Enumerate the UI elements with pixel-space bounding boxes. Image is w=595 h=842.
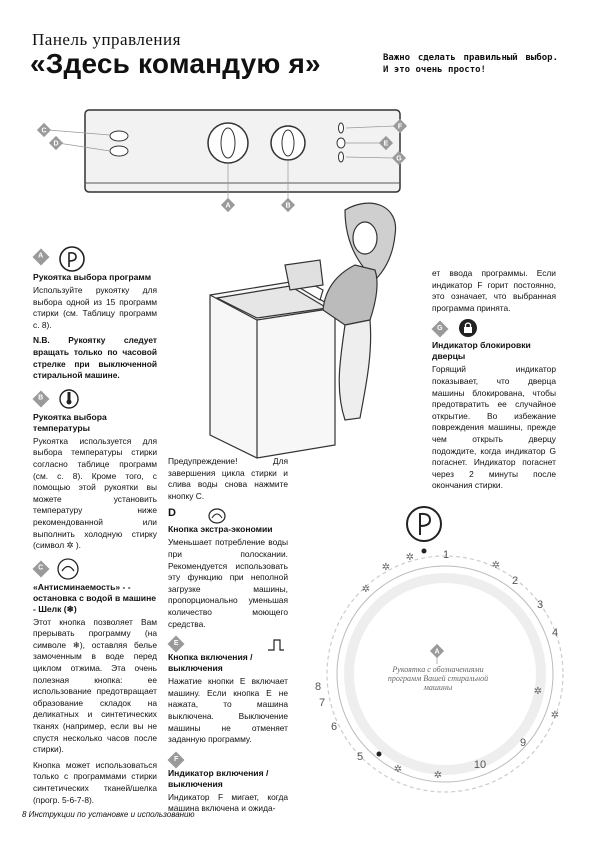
panel-label-f: F [397, 123, 403, 131]
section-c-text: Этот кнопка позволяет Вам прерывать программу (на символе ❄), оставляя белье замоченным в воде перед циклом отжима. Эта очень полезная кнопка: ее использование предотвращает образование складок на деликатных и синтетических тканях (например, если вы не спустя несколько часов после стирки). [33, 616, 157, 755]
section-g-text: Горящий индикатор показывает, что дверца машины блокирована, чтобы предотвратить ее случайное открытие. Во избежание повреждения машины, прежде чем открыть дверцу подождите, когда индикатор G погаснет. Индикатор погаснет через 2 минуты после окончания стирки. [432, 364, 556, 491]
dial-number-2: 2 [511, 575, 519, 587]
panel-label-b: B [285, 202, 291, 210]
section-f-continued: ет ввода программы. Если индикатор F горит постоянно, это означает, что выбранная программа принята. [432, 268, 556, 313]
dial-callout-text: Рукоятка с обозначениями программ Вашей стиральной машины [387, 665, 489, 692]
dial-number-5: 5 [356, 751, 364, 763]
spin-symbol-icon: ✲ [550, 710, 560, 721]
section-e-text: Нажатие кнопки Е включает машину. Если кнопка Е не нажата, то машина выключена. Выключение машины не отменяет заданную программу. [168, 676, 288, 745]
section-b-text: Рукоятка используется для выбора температуры стирки согласно таблице программ (см. с. 8). Кроме того, с помощью этой рукоятки вы можете установить температуру ниже рекомендованной или выполнить холодную стирку (символ [33, 435, 157, 551]
section-g-badge: G [432, 321, 449, 338]
section-a-icon-row [33, 246, 157, 268]
door-lock-icon [458, 318, 478, 338]
dial-callout-badge: A [434, 648, 440, 656]
section-f-badge: F [168, 751, 185, 768]
section-b-badge: B [33, 390, 50, 407]
button-d [110, 146, 128, 156]
wool-symbol-icon: ✲ [361, 584, 371, 595]
section-d-title: Кнопка экстра-экономии [168, 524, 273, 535]
indicator-g [339, 152, 344, 162]
eco-icon [208, 508, 226, 524]
dial-number-1: 1 [442, 549, 450, 561]
anti-crease-icon [57, 558, 79, 580]
dial-number-10: 10 [473, 759, 487, 771]
section-a-badge: A [33, 249, 50, 266]
shirt-symbol-icon: ✲ [491, 560, 501, 571]
rinse-symbol-icon: ✲ [393, 764, 403, 775]
section-d-icon-row [168, 508, 288, 524]
woman-washing-machine-illustration [195, 190, 425, 460]
dial-number-6: 6 [330, 721, 338, 733]
section-c-badge: C [33, 560, 50, 577]
panel-label-g: G [396, 155, 402, 163]
leaflet [285, 260, 323, 290]
section-kicker: Панель управления [32, 30, 181, 49]
section-d-text: Уменьшает потребление воды при полоскании. Рекомендуется использовать эту функцию при неполной загрузке машины, пропорционально уменьшая количество моющего средства. [168, 537, 288, 629]
section-g-icon-row [432, 318, 556, 338]
left-column [33, 246, 157, 810]
panel-label-d: D [53, 140, 59, 148]
button-e [337, 138, 345, 148]
indicator-f [339, 123, 344, 133]
cold-wash-icon: ✲ [66, 540, 74, 551]
page-footer: 8 Инструкции по установке и использованию [22, 810, 195, 819]
right-column [432, 268, 556, 496]
section-c-text-2: Кнопка может использоваться только с программами стирки синтетических тканей/шелка (прогр. 5-6-7-8). [33, 759, 157, 805]
section-b-title: Рукоятка выбора температуры [33, 411, 107, 433]
section-a-text: Используйте рукоятку для выбора одной из 15 программ стирки (см. Таблицу программ с. 8). [33, 285, 157, 330]
button-c [110, 131, 128, 141]
dial-number-3: 3 [536, 599, 544, 611]
cotton-symbol-icon: ✲ [381, 562, 391, 573]
dial-number-9: 9 [519, 737, 527, 749]
section-f-icon-row [168, 752, 288, 768]
power-button-icon [266, 636, 286, 652]
dial-program-icon [407, 507, 441, 541]
section-f-title: Индикатор включения / выключения [168, 767, 269, 789]
middle-column [168, 456, 288, 819]
section-a-note: N.B. Рукоятку следует вращать только по часовой стрелке при выключенной стиральной машине. [33, 335, 157, 381]
dial-number-4: 4 [551, 627, 559, 639]
section-c-icon-row [33, 558, 157, 578]
panel-label-c: C [41, 127, 47, 135]
section-g-title: Индикатор блокировки дверцы [432, 340, 531, 362]
page-title: «Здесь командую я» [30, 48, 321, 79]
panel-label-a: A [225, 202, 231, 210]
section-f-text: Индикатор F мигает, когда машина включена и ожида- [168, 791, 288, 814]
thermometer-icon [59, 388, 79, 410]
dial-number-7: 7 [318, 697, 326, 709]
section-b-text-end: ). [75, 540, 81, 551]
section-e-badge: E [168, 636, 185, 653]
panel-label-e: E [383, 140, 389, 148]
section-e-icon-row [168, 636, 288, 652]
drain-symbol-icon: ✲ [433, 770, 443, 781]
section-b-icon-row [33, 388, 157, 408]
hand-wash-icon: ✲ [405, 552, 415, 563]
warning-text: Предупреждение! Для завершения цикла стирки и слива воды снова нажмите кнопку С. [168, 456, 288, 501]
program-dial-illustration [300, 496, 585, 796]
section-a-title: Рукоятка выбора программ [33, 272, 152, 282]
dial-number-8: 8 [314, 681, 322, 693]
section-c-title: «Антисминаемость» - - остановка с водой в машине - Шелк (❄) [33, 581, 157, 614]
program-knob-icon [59, 246, 85, 272]
section-d-badge: D [168, 507, 176, 520]
section-e-title: Кнопка включения / выключения [168, 652, 253, 674]
lead-text: Важно сделать правильный выбор. И это очень просто! [383, 53, 558, 75]
temp-symbol-icon: ✲ [533, 686, 543, 697]
